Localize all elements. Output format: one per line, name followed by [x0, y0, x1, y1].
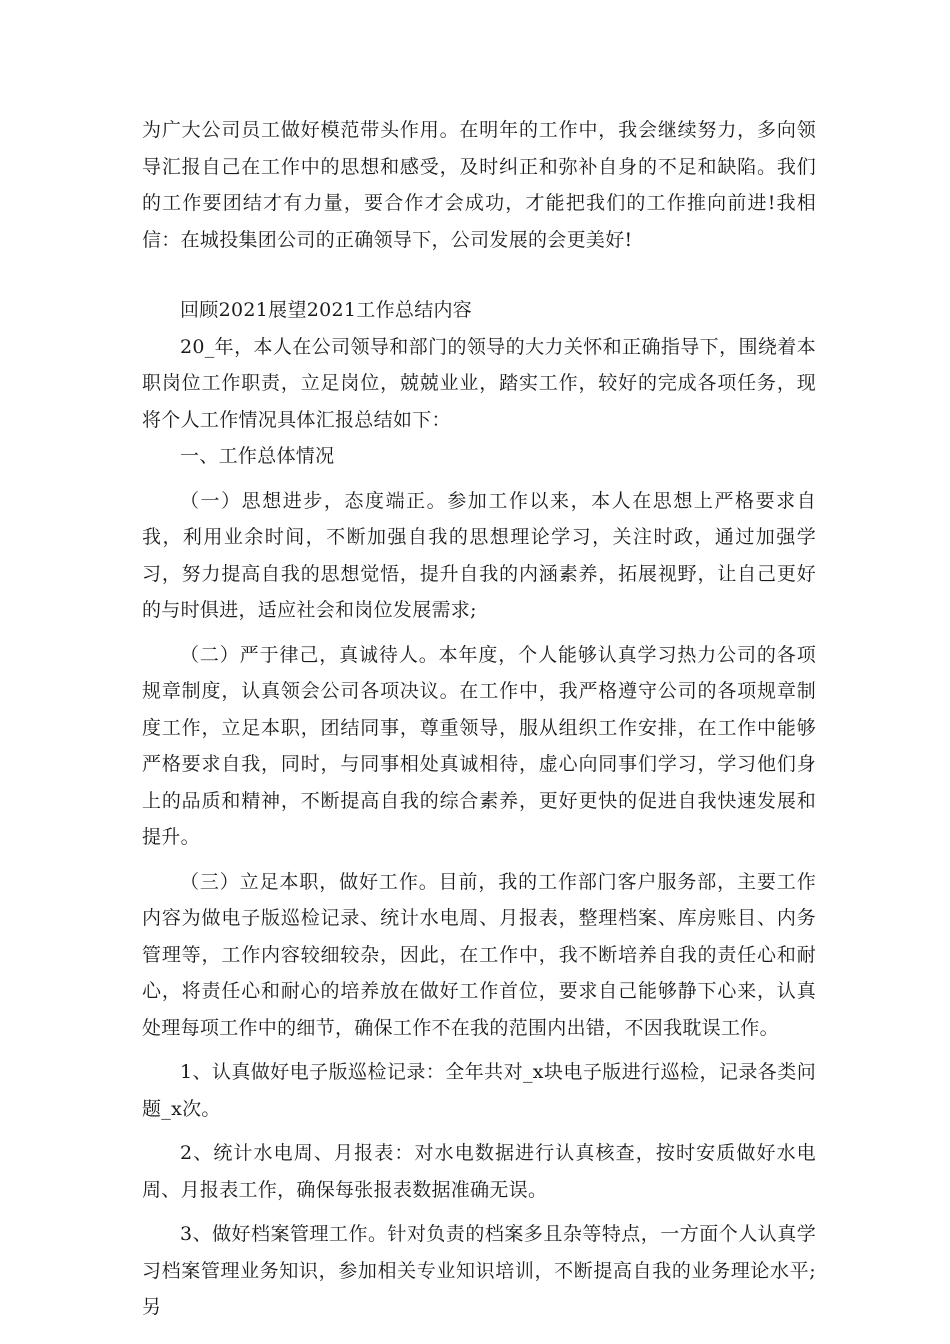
paragraph-item-1: （一）思想进步，态度端正。参加工作以来，本人在思想上严格要求自我，利用业余时间，不断加强自我的思想理论学习，关注时政，通过加强学习，努力提高自我的思想觉悟，提升自我的内涵素养，拓展视野，让自己更好的与时俱进，适应社会和岗位发展需求;: [142, 489, 816, 621]
document-page: [142, 112, 816, 1326]
list-item-inspection: 1、认真做好电子版巡检记录：全年共对_x块电子版进行巡检，记录各类问题_x次。: [142, 1061, 816, 1120]
list-item-reports: 2、统计水电周、月报表：对水电数据进行认真核查，按时安质做好水电周、月报表工作，确保每张报表数据准确无误。: [142, 1142, 816, 1201]
paragraph-item-3: （三）立足本职，做好工作。目前，我的工作部门客户服务部，主要工作内容为做电子版巡检记录、统计水电周、月报表，整理档案、库房账目、内务管理等，工作内容较细较杂，因此，在工作中，我不断培养自我的责任心和耐心，将责任心和耐心的培养放在做好工作首位，要求自己能够静下心来，认真处理每项工作中的细节，确保工作不在我的范围内出错，不因我耽误工作。: [142, 870, 816, 1039]
section-title: 回顾2021展望2021工作总结内容: [180, 299, 473, 321]
paragraph-item-2: （二）严于律己，真诚待人。本年度，个人能够认真学习热力公司的各项规章制度，认真领会公司各项决议。在工作中，我严格遵守公司的各项规章制度工作，立足本职，团结同事，尊重领导，服从组织工作安排，在工作中能够严格要求自我，同时，与同事相处真诚相待，虚心向同事们学习，学习他们身上的品质和精神，不断提高自我的综合素养，更好更快的促进自我快速发展和提升。: [142, 643, 816, 848]
paragraph-closing: 为广大公司员工做好模范带头作用。在明年的工作中，我会继续努力，多向领导汇报自己在工作中的思想和感受，及时纠正和弥补自身的不足和缺陷。我们的工作要团结才有力量，要合作才会成功，才能把我们的工作推向前进!我相信：在城投集团公司的正确领导下，公司发展的会更美好!: [142, 119, 816, 251]
list-item-archives: 3、做好档案管理工作。针对负责的档案多且杂等特点，一方面个人认真学习档案管理业务知识，参加相关专业知识培训，不断提高自我的业务理论水平;另: [142, 1223, 816, 1318]
paragraph-intro: 20_年，本人在公司领导和部门的领导的大力关怀和正确指导下，围绕着本职岗位工作职责，立足岗位，兢兢业业，踏实工作，较好的完成各项任务，现将个人工作情况具体汇报总结如下：: [142, 335, 816, 431]
heading-overall: 一、工作总体情况: [180, 445, 335, 467]
